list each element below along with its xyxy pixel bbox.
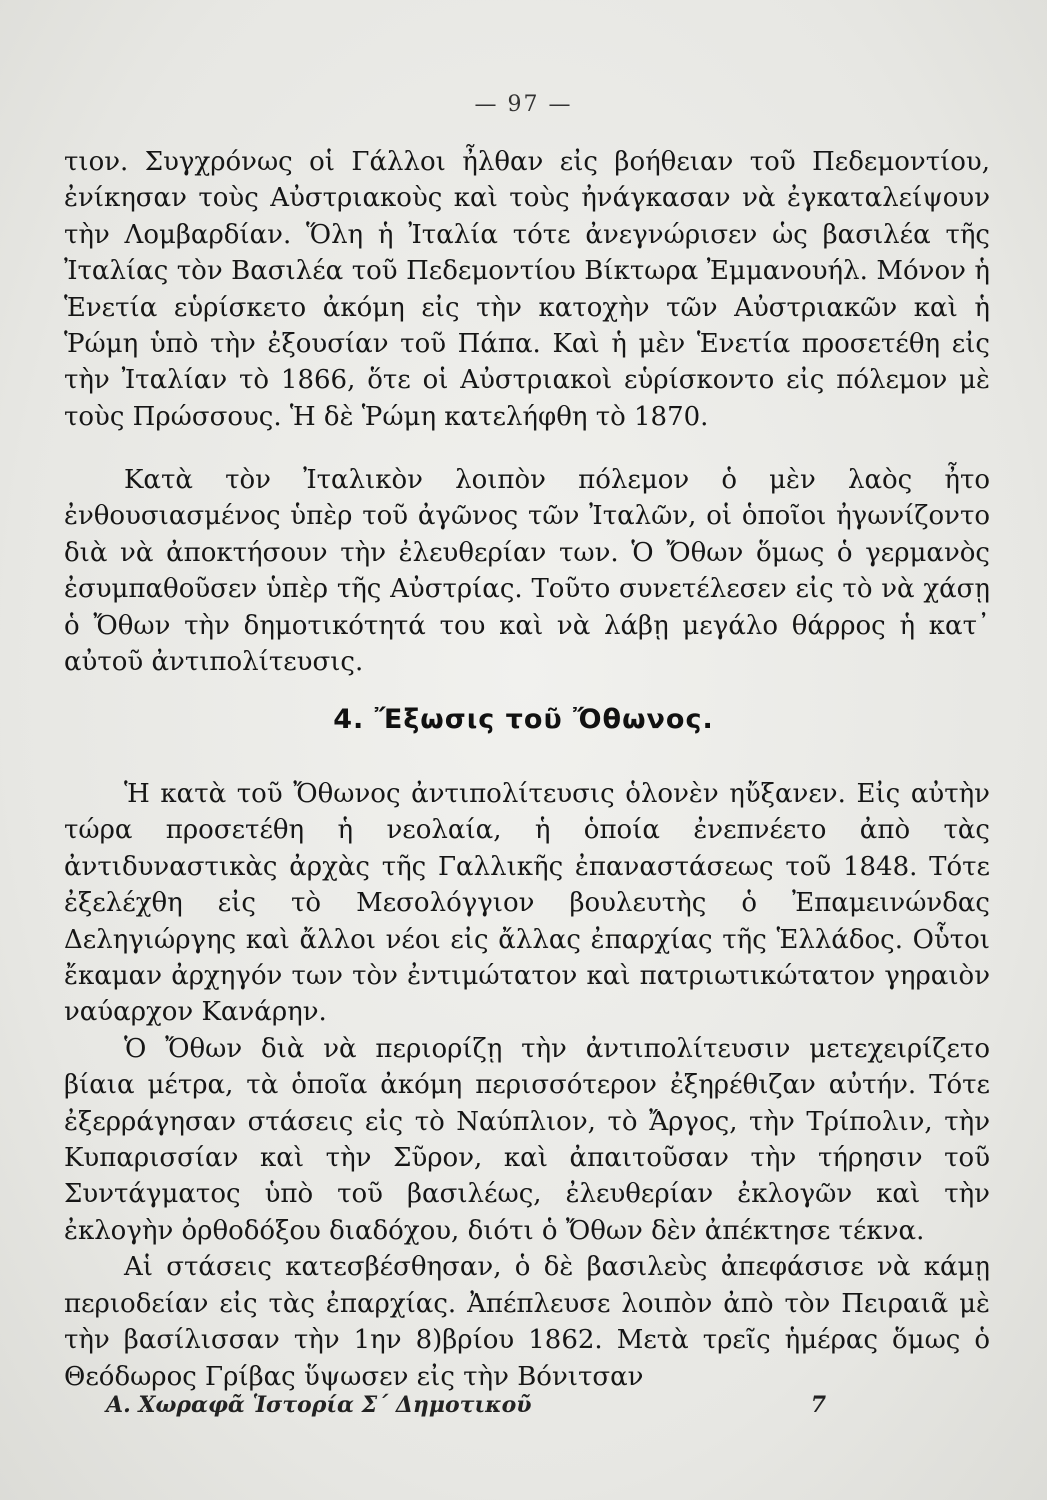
paragraph: τιον. Συγχρόνως οἱ Γάλλοι ἦλθαν εἰς βοήθειαν τοῦ Πεδεμοντίου, ἐνίκησαν τοὺς Αὐστριακοὺς καὶ τοὺς ἠνάγκασαν νὰ ἐγκαταλείψουν τὴν Λομβαρδίαν. Ὅλη ἡ Ἰταλία τότε ἀνεγνώρισεν ὡς βασιλέα τῆς Ἰταλίας τὸν Βασιλέα τοῦ Πεδεμοντίου Βίκτωρα Ἐμμανουήλ. Μόνον ἡ Ἑνετία εὑρίσκετο ἀκόμη εἰς τὴν κατοχὴν τῶν Αὐστριακῶν καὶ ἡ Ῥώμη ὑπὸ τὴν ἐξουσίαν τοῦ Πάπα. Καὶ ἡ μὲν Ἑνετία προσετέθη εἰς τὴν Ἰταλίαν τὸ 1866, ὅτε οἱ Αὐστριακοὶ εὑρίσκοντο εἰς πόλεμον μὲ τοὺς Πρώσσους. Ἡ δὲ Ῥώμη κατελήφθη τὸ 1870. <box>64 147 990 432</box>
paragraph: Ἡ κατὰ τοῦ Ὄθωνος ἀντιπολίτευσις ὁλονὲν ηὔξανεν. Εἰς αὐτὴν τώρα προσετέθη ἡ νεολαία, ἡ ὁποία ἐνεπνέετο ἀπὸ τὰς ἀντιδυναστικὰς ἀρχὰς τῆς Γαλλικῆς ἐπαναστάσεως τοῦ 1848. Τότε ἐξελέχθη εἰς τὸ Μεσολόγγιον βουλευτὴς ὁ Ἐπαμεινώνδας Δεληγιώργης καὶ ἄλλοι νέοι εἰς ἄλλας ἐπαρχίας τῆς Ἑλλάδος. Οὗτοι ἔκαμαν ἀρχηγόν των τὸν ἐντιμώτατον καὶ πατριωτικώτατον γηραιὸν ναύαρχον Κανάρην. <box>64 779 990 1028</box>
text-block-bottom <box>64 776 990 1395</box>
sheet-number: 7 <box>810 1392 826 1418</box>
text-block-top <box>64 144 990 435</box>
book-signature: Α. Χωραφᾶ Ἱστορία Σ΄ Δημοτικοῦ <box>106 1392 532 1418</box>
section-heading: 4. Ἔξωσις τοῦ Ὄθωνος. <box>333 704 714 735</box>
paragraph: Κατὰ τὸν Ἰταλικὸν λοιπὸν πόλεμον ὁ μὲν λαὸς ἦτο ἐνθουσιασμένος ὑπὲρ τοῦ ἀγῶνος τῶν Ἰταλῶν, οἱ ὁποῖοι ἠγωνίζοντο διὰ νὰ ἀποκτήσουν τὴν ἐλευθερίαν των. Ὁ Ὄθων ὅμως ὁ γερμανὸς ἐσυμπαθοῦσεν ὑπὲρ τῆς Αὐστρίας. Τοῦτο συνετέλεσεν εἰς τὸ νὰ χάσῃ ὁ Ὄθων τὴν δημοτικότητά του καὶ νὰ λάβῃ μεγάλο θάρρος ἡ κατ᾽ αὐτοῦ ἀντιπολίτευσις. <box>64 465 990 678</box>
paragraph: Ὁ Ὄθων διὰ νὰ περιορίζῃ τὴν ἀντιπολίτευσιν μετεχειρίζετο βίαια μέτρα, τὰ ὁποῖα ἀκόμη περισσότερον ἐξηρέθιζαν αὐτήν. Τότε ἐξερράγησαν στάσεις εἰς τὸ Ναύπλιον, τὸ Ἄργος, τὴν Τρίπολιν, τὴν Κυπαρισσίαν καὶ τὴν Σῦρον, καὶ ἀπαιτοῦσαν τὴν τήρησιν τοῦ Συντάγματος ὑπὸ τοῦ βασιλέως, ἐλευθερίαν ἐκλογῶν καὶ τὴν ἐκλογὴν ὀρθοδόξου διαδόχου, διότι ὁ Ὄθων δὲν ἀπέκτησε τέκνα. <box>64 1033 990 1246</box>
paragraph: Αἱ στάσεις κατεσβέσθησαν, ὁ δὲ βασιλεὺς ἀπεφάσισε νὰ κάμῃ περιοδείαν εἰς τὰς ἐπαρχίας. Ἀπέπλευσε λοιπὸν ἀπὸ τὸν Πειραιᾶ μὲ τὴν βασίλισσαν τὴν 1ην 8)βρίου 1862. Μετὰ τρεῖς ἡμέρας ὅμως ὁ Θεόδωρος Γρίβας ὕψωσεν εἰς τὴν Βόνιτσαν <box>64 1252 990 1392</box>
text-block-middle <box>64 462 990 680</box>
page-number: — 97 — <box>474 92 573 117</box>
page-footer <box>106 1392 826 1418</box>
